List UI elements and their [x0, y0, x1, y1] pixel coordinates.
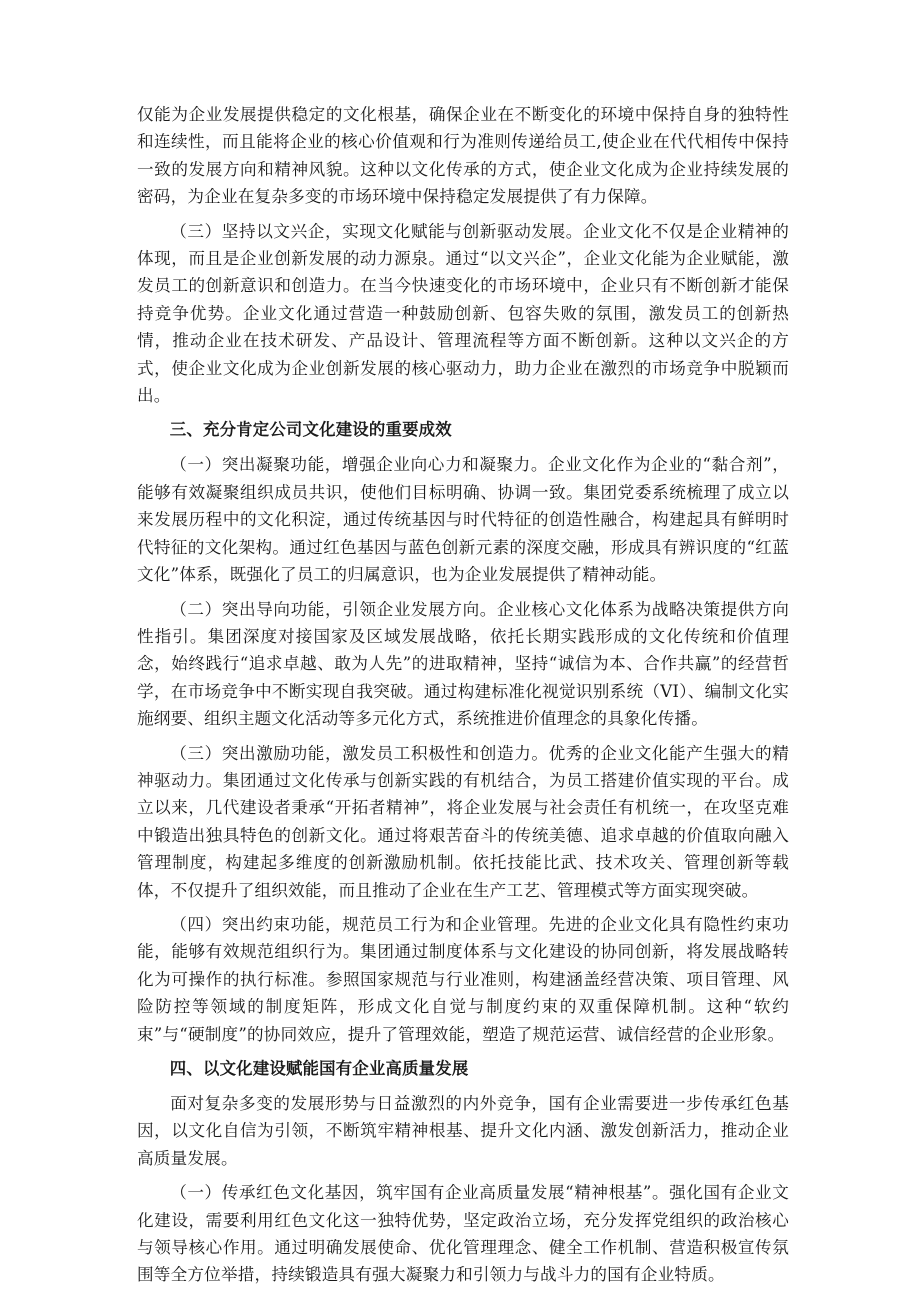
paragraph-red-culture-gene: （一）传承红色文化基因，筑牢国有企业高质量发展“精神根基”。强化国有企业文化建设，需要利用红色文化这一独特优势，坚定政治立场，充分发挥党组织的政治核心与领导核心作用。通过明确发展使命、优化管理理念、健全工作机制、营造积极宣传氛围等全方位举措，持续锻造具有强大凝聚力和引领力与战斗力的国有企业特质。: [137, 1183, 789, 1285]
paragraph-incentive-function: （三）突出激励功能，激发员工积极性和创造力。优秀的企业文化能产生强大的精神驱动力。集团通过文化传承与创新实践的有机结合，为员工搭建价值实现的平台。成立以来，几代建设者秉承“开拓者精神”，将企业发展与社会责任有机统一，在攻坚克难中锻造出独具特色的创新文化。通过将艰苦奋斗的传统美德、追求卓越的价值取向融入管理制度，构建起多维度的创新激励机制。依托技能比武、技术攻关、管理创新等载体，不仅提升了组织效能，而且推动了企业在生产工艺、管理模式等方面实现突破。: [137, 743, 789, 900]
paragraph-culture-empowerment: （三）坚持以文兴企，实现文化赋能与创新驱动发展。企业文化不仅是企业精神的体现，而且是企业创新发展的动力源泉。通过“以文兴企”，企业文化能为企业赋能，激发员工的创新意识和创造力。在当今快速变化的市场环境中，企业只有不断创新才能保持竞争优势。企业文化通过营造一种鼓励创新、包容失败的氛围，激发员工的创新热情，推动企业在技术研发、产品设计、管理流程等方面不断创新。这种以文兴企的方式，使企业文化成为企业创新发展的核心驱动力，助力企业在激烈的市场竞争中脱颖而出。: [137, 221, 789, 406]
paragraph-cohesion-function: （一）突出凝聚功能，增强企业向心力和凝聚力。企业文化作为企业的“黏合剂”，能够有效凝聚组织成员共识，使他们目标明确、协调一致。集团党委系统梳理了成立以来发展历程中的文化积淀，通过传统基因与时代特征的创造性融合，构建起具有鲜明时代特征的文化架构。通过红色基因与蓝色创新元素的深度交融，形成具有辨识度的“红蓝文化”体系，既强化了员工的归属意识，也为企业发展提供了精神动能。: [137, 455, 789, 585]
paragraph-continuation: 仅能为企业发展提供稳定的文化根基，确保企业在不断变化的环境中保持自身的独特性和连续性，而且能将企业的核心价值观和行为准则传递给员工,使企业在代代相传中保持一致的发展方向和精神风貌。这种以文化传承的方式，使企业文化成为企业持续发展的密码，为企业在复杂多变的市场环境中保持稳定发展提供了有力保障。: [137, 105, 789, 207]
paragraph-section4-intro: 面对复杂多变的发展形势与日益激烈的内外竞争，国有企业需要进一步传承红色基因，以文化自信为引领，不断筑牢精神根基、提升文化内涵、激发创新活力，推动企业高质量发展。: [137, 1094, 789, 1168]
section-heading-3: 三、充分肯定公司文化建设的重要成效: [169, 420, 452, 440]
section-heading-4: 四、以文化建设赋能国有企业高质量发展: [169, 1059, 469, 1078]
paragraph-guidance-function: （二）突出导向功能，引领企业发展方向。企业核心文化体系为战略决策提供方向性指引。集团深度对接国家及区域发展战略，依托长期实践形成的文化传统和价值理念，始终践行“追求卓越、敢为人先”的进取精神，坚持“诚信为本、合作共赢”的经营哲学，在市场竞争中不断实现自我突破。通过构建标准化视觉识别系统（VI）、编制文化实施纲要、组织主题文化活动等多元化方式，系统推进价值理念的具象化传播。: [137, 599, 789, 729]
document-page: [137, 101, 789, 1296]
paragraph-constraint-function: （四）突出约束功能，规范员工行为和企业管理。先进的企业文化具有隐性约束功能，能够有效规范组织行为。集团通过制度体系与文化建设的协同创新，将发展战略转化为可操作的执行标准。参照国家规范与行业准则，构建涵盖经营决策、项目管理、风险防控等领域的制度矩阵，形成文化自觉与制度约束的双重保障机制。这种“软约束”与“硬制度”的协同效应，提升了管理效能，塑造了规范运营、诚信经营的企业形象。: [137, 914, 789, 1044]
